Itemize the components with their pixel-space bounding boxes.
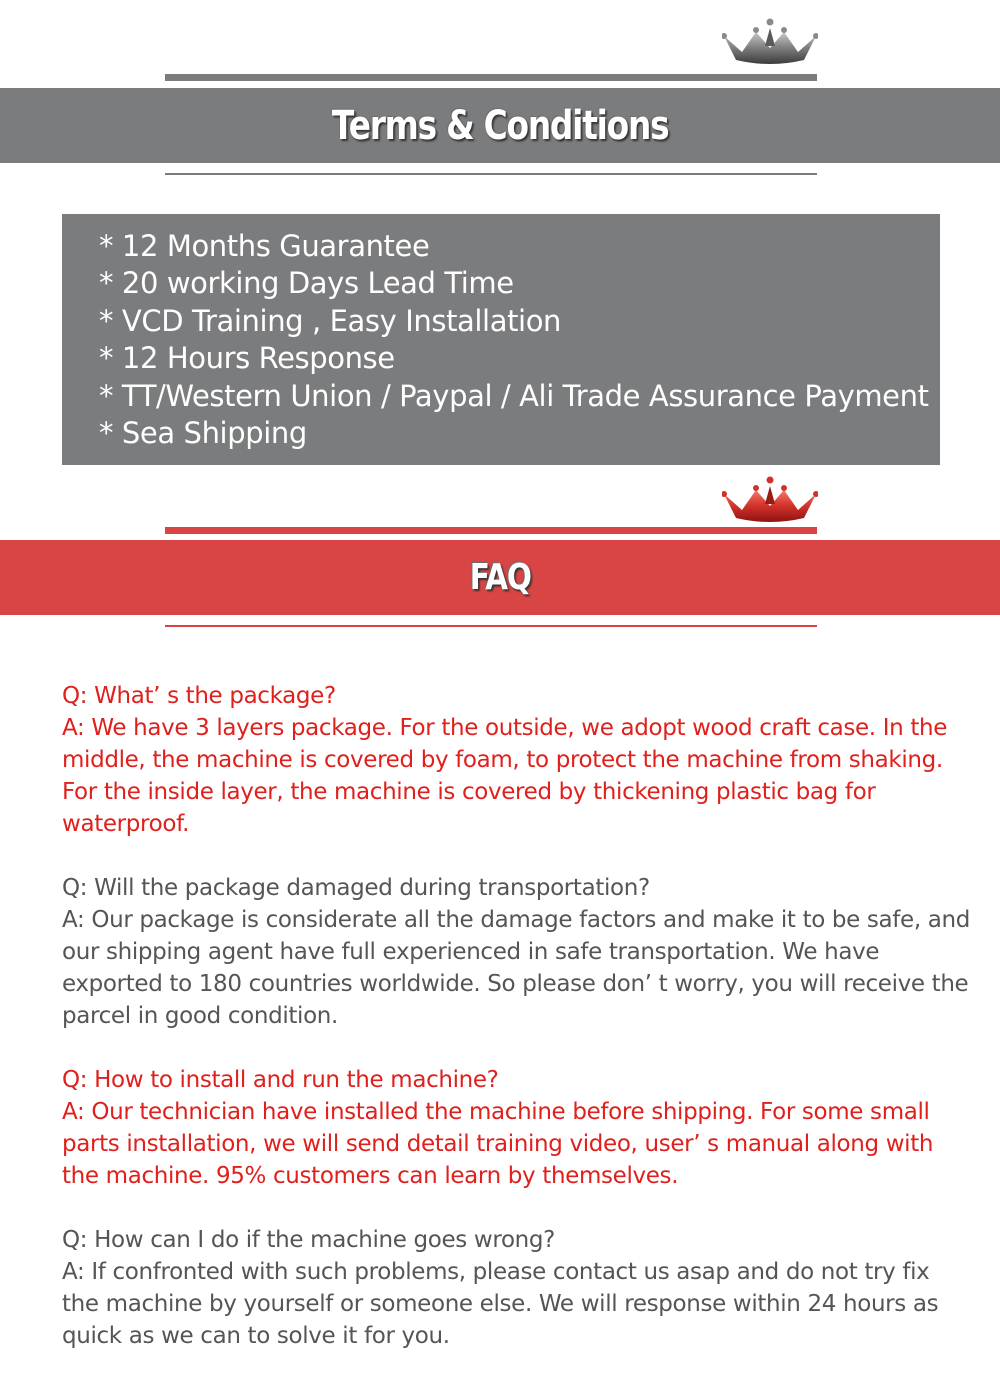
faq-list xyxy=(62,680,972,1384)
term-item: * 12 Hours Response xyxy=(99,341,395,376)
faq-answer: A: We have 3 layers package. For the outside, we adopt wood craft case. In the middle, the machine is covered by foam, to protect the machine from shaking. For the inside layer, the machine is covered by thickening plastic bag for waterproof. xyxy=(62,715,948,837)
faq-item xyxy=(62,680,972,840)
term-item: * Sea Shipping xyxy=(99,416,307,451)
terms-banner xyxy=(0,88,1000,163)
divider xyxy=(165,625,817,627)
faq-item xyxy=(62,1224,972,1352)
divider xyxy=(165,173,817,175)
divider xyxy=(165,74,817,81)
faq-question: Q: How to install and run the machine? xyxy=(62,1067,499,1093)
divider xyxy=(165,527,817,534)
faq-question: Q: How can I do if the machine goes wrong? xyxy=(62,1227,555,1253)
faq-item xyxy=(62,1064,972,1192)
term-item: * VCD Training , Easy Installation xyxy=(99,303,562,338)
crown-icon xyxy=(722,18,818,68)
faq-title: FAQ xyxy=(469,557,531,598)
term-item: * 20 working Days Lead Time xyxy=(99,266,514,301)
faq-answer: A: Our technician have installed the machine before shipping. For some small parts installation, we will send detail training video, user’ s manual along with the machine. 95% customers can learn by themselves. xyxy=(62,1099,934,1189)
faq-item xyxy=(62,872,972,1032)
terms-title: Terms & Conditions xyxy=(331,102,669,149)
faq-answer: A: Our package is considerate all the damage factors and make it to be safe, and our shipping agent have full experienced in safe transportation. We have exported to 180 countries worldwide. So please don’ t worry, you will receive the parcel in good condition. xyxy=(62,907,970,1029)
faq-answer: A: If confronted with such problems, please contact us asap and do not try fix the machine by yourself or someone else. We will response within 24 hours as quick as we can to solve it for you. xyxy=(62,1259,939,1349)
term-item: * TT/Western Union / Paypal / Ali Trade Assurance Payment xyxy=(99,378,929,413)
term-item: * 12 Months Guarantee xyxy=(99,229,430,263)
crown-icon xyxy=(722,476,818,526)
faq-question: Q: What’ s the package? xyxy=(62,683,336,709)
terms-list xyxy=(62,214,940,465)
faq-banner xyxy=(0,540,1000,615)
faq-question: Q: Will the package damaged during transportation? xyxy=(62,875,650,901)
